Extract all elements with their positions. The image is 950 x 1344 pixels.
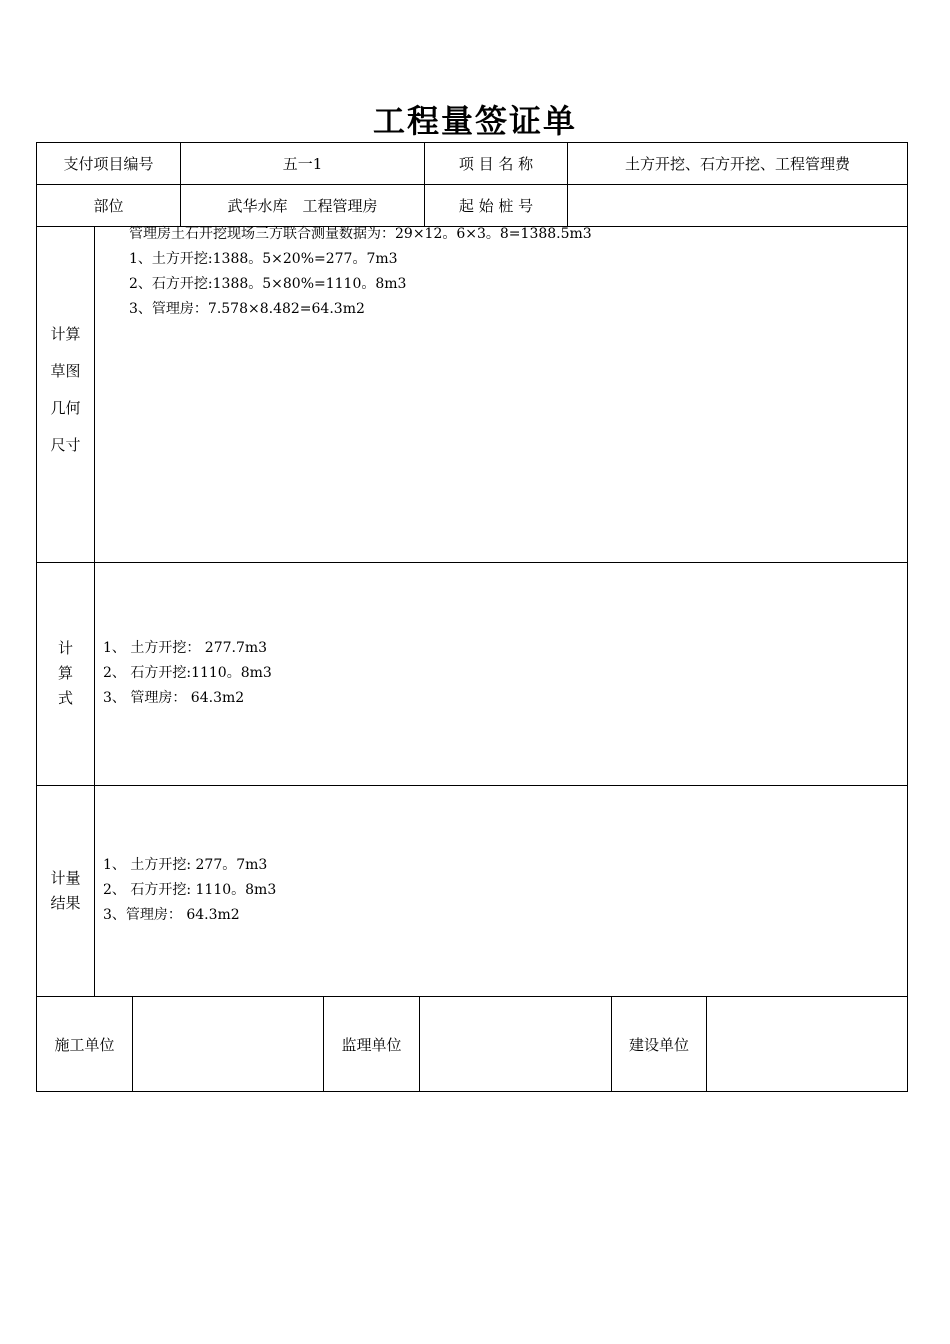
formula-line: 2、 石方开挖:1110。8m3: [103, 665, 272, 681]
project-name-label: 项 目 名 称: [458, 155, 534, 173]
payment-item-value: 五一1: [282, 155, 323, 173]
supervisor-label: 监理单位: [341, 1035, 402, 1054]
sketch-line: 2、石方开挖:1388。5×80%=1110。8m3: [129, 276, 407, 292]
location-value: 武华水库 工程管理房: [227, 197, 378, 215]
location-label: 部位: [93, 197, 124, 215]
sketch-label: 计算 草图 几何 尺寸: [50, 325, 81, 454]
station-value: [568, 185, 907, 226]
owner-signature: [707, 997, 907, 1091]
result-line: 2、 石方开挖: 1110。8m3: [103, 882, 277, 898]
payment-item-label: 支付项目编号: [63, 155, 154, 173]
sketch-line: 1、土方开挖:1388。5×20%=277。7m3: [129, 251, 398, 267]
owner-label: 建设单位: [628, 1035, 689, 1054]
result-label: 计量 结果: [50, 869, 81, 912]
formula-line: 1、 土方开挖： 277.7m3: [103, 640, 268, 656]
result-content: [103, 853, 276, 928]
supervisor-signature: [420, 997, 611, 1091]
sketch-line: 管理房土石开挖现场三方联合测量数据为：29×12。6×3。8=1388.5m3: [129, 226, 592, 242]
result-line: 3、管理房： 64.3m2: [103, 907, 240, 923]
contractor-signature: [133, 997, 323, 1091]
project-name-value: 土方开挖、石方开挖、工程管理费: [624, 155, 850, 173]
formula-label: 计 算 式: [57, 639, 73, 707]
station-label: 起 始 桩 号: [458, 197, 534, 215]
contractor-label: 施工单位: [54, 1035, 115, 1054]
sketch-line: 3、管理房：7.578×8.482=64.3m2: [129, 301, 365, 317]
result-line: 1、 土方开挖: 277。7m3: [103, 857, 268, 873]
sketch-content: [129, 222, 592, 322]
formula-content: [103, 636, 272, 711]
page-title: 工程量签证单: [372, 102, 577, 140]
formula-line: 3、 管理房： 64.3m2: [103, 690, 245, 706]
